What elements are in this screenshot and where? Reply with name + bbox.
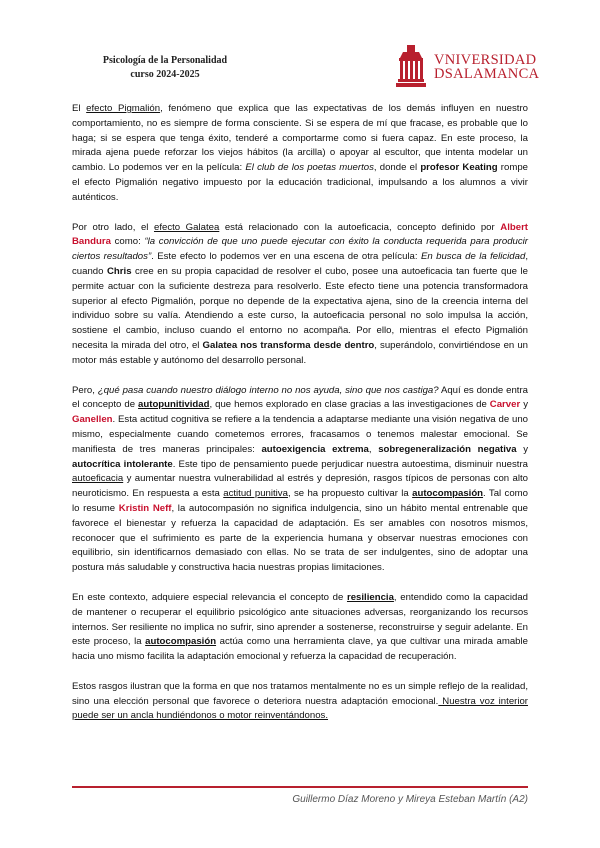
paragraph-galatea: Por otro lado, el efecto Galatea está relacionado con la autoeficacia, concepto definido por Albert Bandura como: “la convicción de que uno puede ejecutar con éxito la conducta requerida para producir ciertos resultados”. Este efecto lo podemos ver en una escena de otra película: En busca de la felicidad, cuando Chris cree en su propia capacidad de resolver el cubo, posee una autoeficacia tan fuerte que le permite actuar con la suficiente destreza para resolverlo. Este efecto tiene una potencia transformadora superior al efecto Pigmalión, porque no depende de la expectativa ajena, sino de la creencia interna del individuo sobre su valía. Atendiendo a este curso, la autoeficacia personal no solo impulsa la acción, sostiene el cambio, incluso cuando el entorno no acompaña. Por ello, mientras el efecto Pigmalión necesita la mirada del otro, el Galatea nos transforma desde dentro, superándolo, convirtiéndose en un motor más estable y autónomo del desarrollo personal.	[72, 221, 529, 366]
footer-divider	[72, 786, 528, 788]
term-autocompasion: autocompasión	[412, 488, 484, 500]
term-resiliencia: resiliencia	[346, 591, 394, 603]
university-logo	[394, 44, 539, 90]
paragraph-pigmalion: El efecto Pigmalión, fenómeno que explica que las expectativas de los demás influyen en nuestro comportamiento, no es siempre de forma consciente. Si se espera de mí que fracase, es probable que lo haga; si se espera que tenga éxito, tenderé a comportarme como si fuera capaz. En este proceso, la mirada ajena puede reforzar los viejos hábitos (la arcilla) o apoyar al escultor, que intenta modelar un cambio. Lo podemos ver en la película: El club de los poetas muertos, donde el profesor Keating rompe el efecto Pigmalión negativo impuesto por la educación tradicional, impulsando a los alumnos a vivir auténticos.	[72, 103, 529, 203]
term-efecto-galatea: efecto Galatea	[153, 221, 220, 233]
character-name: profesor Keating	[420, 162, 498, 174]
paragraph-resiliencia: En este contexto, adquiere especial relevancia el concepto de resiliencia, entendido como la capacidad de mantener o recuperar el equilibrio psicológico ante situaciones adversas, reorganizando los recursos internos. Ser resiliente no implica no sufrir, sino aprender a sostenerse, reconstruirse y seguir adelante. En este proceso, la autocompasión actúa como una herramienta clave, ya que cultivar una mirada amable hacia uno mismo facilita la adaptación emocional y refuerza la capacidad de recuperación.	[72, 591, 528, 663]
film-title: En busca de la felicidad	[420, 251, 526, 263]
key-phrase: Galatea nos transforma desde dentro	[202, 339, 375, 351]
footer-authors: Guillermo Díaz Moreno y Mireya Esteban Martín (A2)	[292, 794, 528, 805]
term-efecto-pigmalion: efecto Pigmalión	[86, 103, 161, 114]
course-header	[80, 54, 250, 82]
university-name: VNIVERSIDAD DSALAMANCA	[434, 52, 540, 82]
author-name: Albert Bandura	[72, 221, 528, 248]
paragraph-conclusion: Estos rasgos ilustran que la forma en que nos tratamos mentalmente no es un simple reflejo de la realidad, sino una elección personal que favorece o deteriora nuestra adaptación emocional. Nuestra voz interior puede ser un ancla hundiéndonos o motor reinventándonos.	[72, 680, 529, 722]
term-autoeficacia: autoeficacia	[72, 473, 124, 485]
key-term: autocrítica intolerante	[72, 458, 173, 470]
paragraph-autopunitividad: Pero, ¿qué pasa cuando nuestro diálogo interno no nos ayuda, sino que nos castiga? Aquí es donde entra el concepto de autopunitividad, que hemos explorado en clase gracias a las investigaciones de Carver y Ganellen. Esta actitud cognitiva se refiere a la tendencia a adaptarse mediante una visión negativa de uno mismo, especialmente cuando cometemos errores, fracasamos o tenemos malestar emocional. Se manifiesta de tres maneras principales: autoexigencia extrema, sobregeneralización negativa y autocrítica intolerante. Este tipo de pensamiento puede perjudicar nuestra autoestima, disminuir nuestra autoeficacia y aumentar nuestra vulnerabilidad al estrés y depresión, rasgos típicos de personas con alto neuroticismo. En respuesta a esta actitud punitiva, se ha propuesto cultivar la autocompasión. Tal como lo resume Kristin Neff, la autocompasión no significa indulgencia, sino un hábito mental entrenable que favorece el bienestar y refuerza la capacidad de adaptación. Es ser amables con nosotros mismos, reconocer que el sufrimiento es parte de la experiencia humana y observar nuestras emociones con equilibrio, sin identificarnos demasiado con ellas. No se trata de ser indulgentes, sino de adoptar una postura más saludable y constructiva hacia nuestras propias limitaciones.	[72, 384, 529, 574]
university-seal-icon	[394, 44, 428, 90]
character-name: Chris	[107, 265, 132, 277]
course-year: curso 2024-2025	[130, 69, 200, 80]
author-name: Kristin Neff	[118, 502, 172, 514]
film-title: El club de los poetas muertos	[245, 162, 374, 174]
term-actitud-punitiva: actitud punitiva	[223, 488, 288, 500]
author-name: Carver	[489, 399, 521, 411]
author-name: Ganellen	[72, 414, 113, 426]
term-autocompasion: autocompasión	[145, 636, 217, 648]
question: ¿qué pasa cuando nuestro diálogo interno no nos ayuda, sino que nos castiga?	[97, 384, 439, 396]
key-term: sobregeneralización negativa	[378, 443, 517, 455]
closing-sentence: Nuestra voz interior puede ser un ancla hundiéndonos o motor reinventándonos.	[72, 695, 529, 722]
document-body	[72, 102, 528, 739]
key-term: autoexigencia extrema	[261, 443, 369, 455]
quote: “la convicción de que uno puede ejecutar con éxito la conducta requerida para producir ciertos resultados”	[72, 236, 528, 263]
term-autopunitividad: autopunitividad	[138, 399, 210, 411]
course-title: Psicología de la Personalidad	[102, 55, 228, 66]
